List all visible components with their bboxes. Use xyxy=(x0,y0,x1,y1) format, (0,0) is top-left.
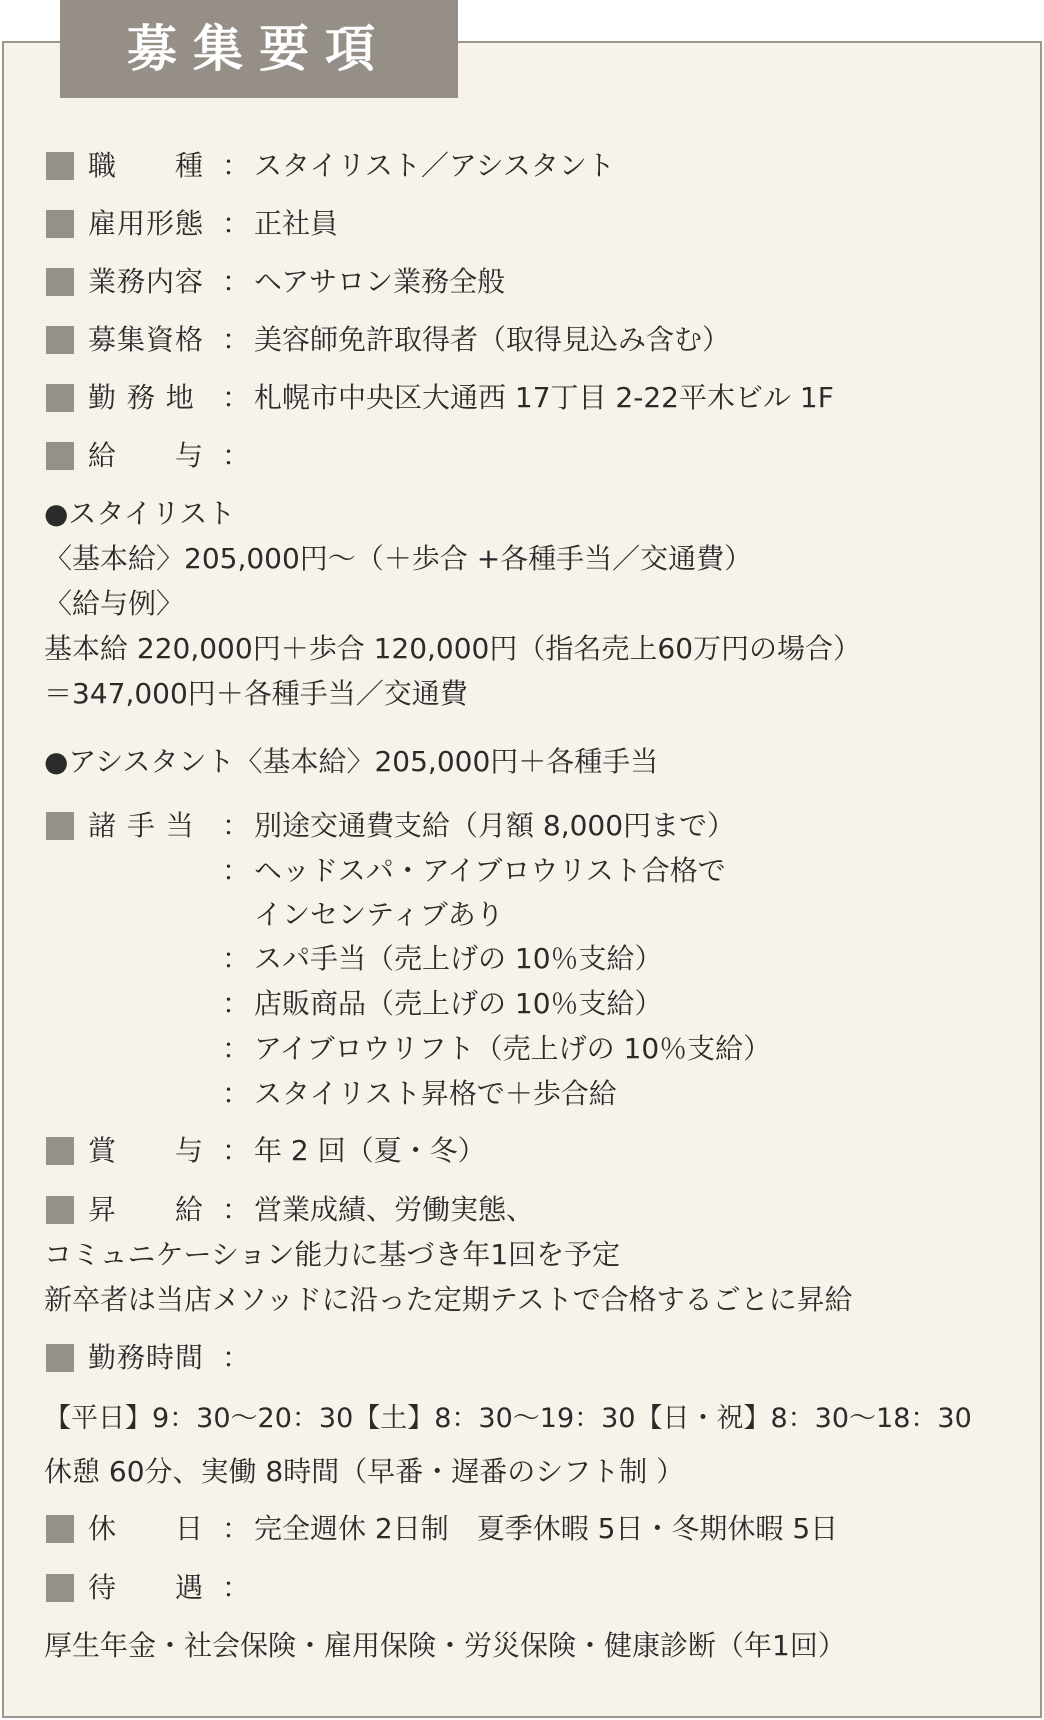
qualification-label: 募集資格 xyxy=(88,323,205,356)
salary-example-line: 基本給 220,000円＋歩合 120,000円（指名売上60万円の場合） xyxy=(44,632,862,665)
raise-label: 昇 給 xyxy=(88,1193,205,1226)
raise-detail: 新卒者は当店メソッドに沿った定期テストで合格するごとに昇給 xyxy=(44,1283,853,1316)
salary-example-heading: 〈給与例〉 xyxy=(44,587,185,620)
bonus-label: 賞 与 xyxy=(88,1134,205,1167)
bullet-square xyxy=(46,1515,74,1543)
allowance-item: インセンティブあり xyxy=(254,898,504,931)
holidays-label: 休 日 xyxy=(88,1512,205,1545)
colon: ： xyxy=(222,149,251,182)
benefits-label: 待 遇 xyxy=(88,1571,205,1604)
holidays-value: 完全週休 2日制 夏季休暇 5日・冬期休暇 5日 xyxy=(254,1512,839,1545)
bullet-square xyxy=(46,152,74,180)
allowance-item: スパ手当（売上げの 10％支給） xyxy=(254,942,663,975)
bullet-square xyxy=(46,326,74,354)
raise-detail: コミュニケーション能力に基づき年1回を予定 xyxy=(44,1238,621,1271)
bullet-square xyxy=(46,812,74,840)
colon: ： xyxy=(222,207,251,240)
allowance-item: アイブロウリフト（売上げの 10％支給） xyxy=(254,1032,772,1065)
bullet-square xyxy=(46,1344,74,1372)
bullet-square xyxy=(46,1196,74,1224)
colon: ： xyxy=(222,854,251,887)
employment-value: 正社員 xyxy=(254,207,339,240)
job-type-label: 職 種 xyxy=(88,149,205,182)
hours-schedule: 【平日】9：30～20：30【土】8：30～19：30【日・祝】8：30～18：30 xyxy=(44,1403,972,1434)
allowance-item: ヘッドスパ・アイブロウリスト合格で xyxy=(254,854,726,887)
hours-label: 勤務時間 xyxy=(88,1341,205,1374)
allowance-item: 店販商品（売上げの 10％支給） xyxy=(254,987,663,1020)
bonus-value: 年 2 回（夏・冬） xyxy=(254,1134,486,1167)
bullet-square xyxy=(46,268,74,296)
colon: ： xyxy=(222,381,251,414)
colon: ： xyxy=(222,323,251,356)
colon: ： xyxy=(222,1134,251,1167)
bullet-square xyxy=(46,1137,74,1165)
location-value: 札幌市中央区大通西 17丁目 2-22平木ビル 1F xyxy=(254,381,834,414)
colon: ： xyxy=(222,809,251,842)
salary-label: 給 与 xyxy=(88,439,205,472)
stylist-heading: ●スタイリスト xyxy=(44,497,236,530)
allowances-label: 諸 手 当 xyxy=(88,809,195,842)
colon: ： xyxy=(222,1077,251,1110)
colon: ： xyxy=(222,1571,251,1604)
benefits-value: 厚生年金・社会保険・雇用保険・労災保険・健康診断（年1回） xyxy=(44,1629,846,1662)
duties-value: ヘアサロン業務全般 xyxy=(254,265,506,298)
assistant-salary: ●アシスタント〈基本給〉205,000円＋各種手当 xyxy=(44,745,659,778)
colon: ： xyxy=(222,987,251,1020)
colon: ： xyxy=(222,1512,251,1545)
colon: ： xyxy=(222,942,251,975)
stylist-base-salary: 〈基本給〉205,000円～（＋歩合 +各種手当／交通費） xyxy=(44,542,753,575)
colon: ： xyxy=(222,1341,251,1374)
hours-break: 休憩 60分、実働 8時間（早番・遅番のシフト制 ） xyxy=(44,1455,685,1488)
colon: ： xyxy=(222,1193,251,1226)
location-label: 勤 務 地 xyxy=(88,381,195,414)
colon: ： xyxy=(222,265,251,298)
colon: ： xyxy=(222,439,251,472)
bullet-square xyxy=(46,442,74,470)
allowance-item: 別途交通費支給（月額 8,000円まで） xyxy=(254,809,736,842)
employment-label: 雇用形態 xyxy=(88,207,205,240)
raise-value: 営業成績、労働実態、 xyxy=(254,1193,535,1226)
duties-label: 業務内容 xyxy=(88,265,205,298)
qualification-value: 美容師免許取得者（取得見込み含む） xyxy=(254,323,731,356)
bullet-square xyxy=(46,384,74,412)
salary-example-total: ＝347,000円＋各種手当／交通費 xyxy=(44,677,468,710)
job-type-value: スタイリスト／アシスタント xyxy=(254,149,615,182)
bullet-square xyxy=(46,1574,74,1602)
page-title: 募集要項 xyxy=(60,0,458,98)
colon: ： xyxy=(222,1032,251,1065)
allowance-item: スタイリスト昇格で＋歩合給 xyxy=(254,1077,617,1110)
bullet-square xyxy=(46,210,74,238)
